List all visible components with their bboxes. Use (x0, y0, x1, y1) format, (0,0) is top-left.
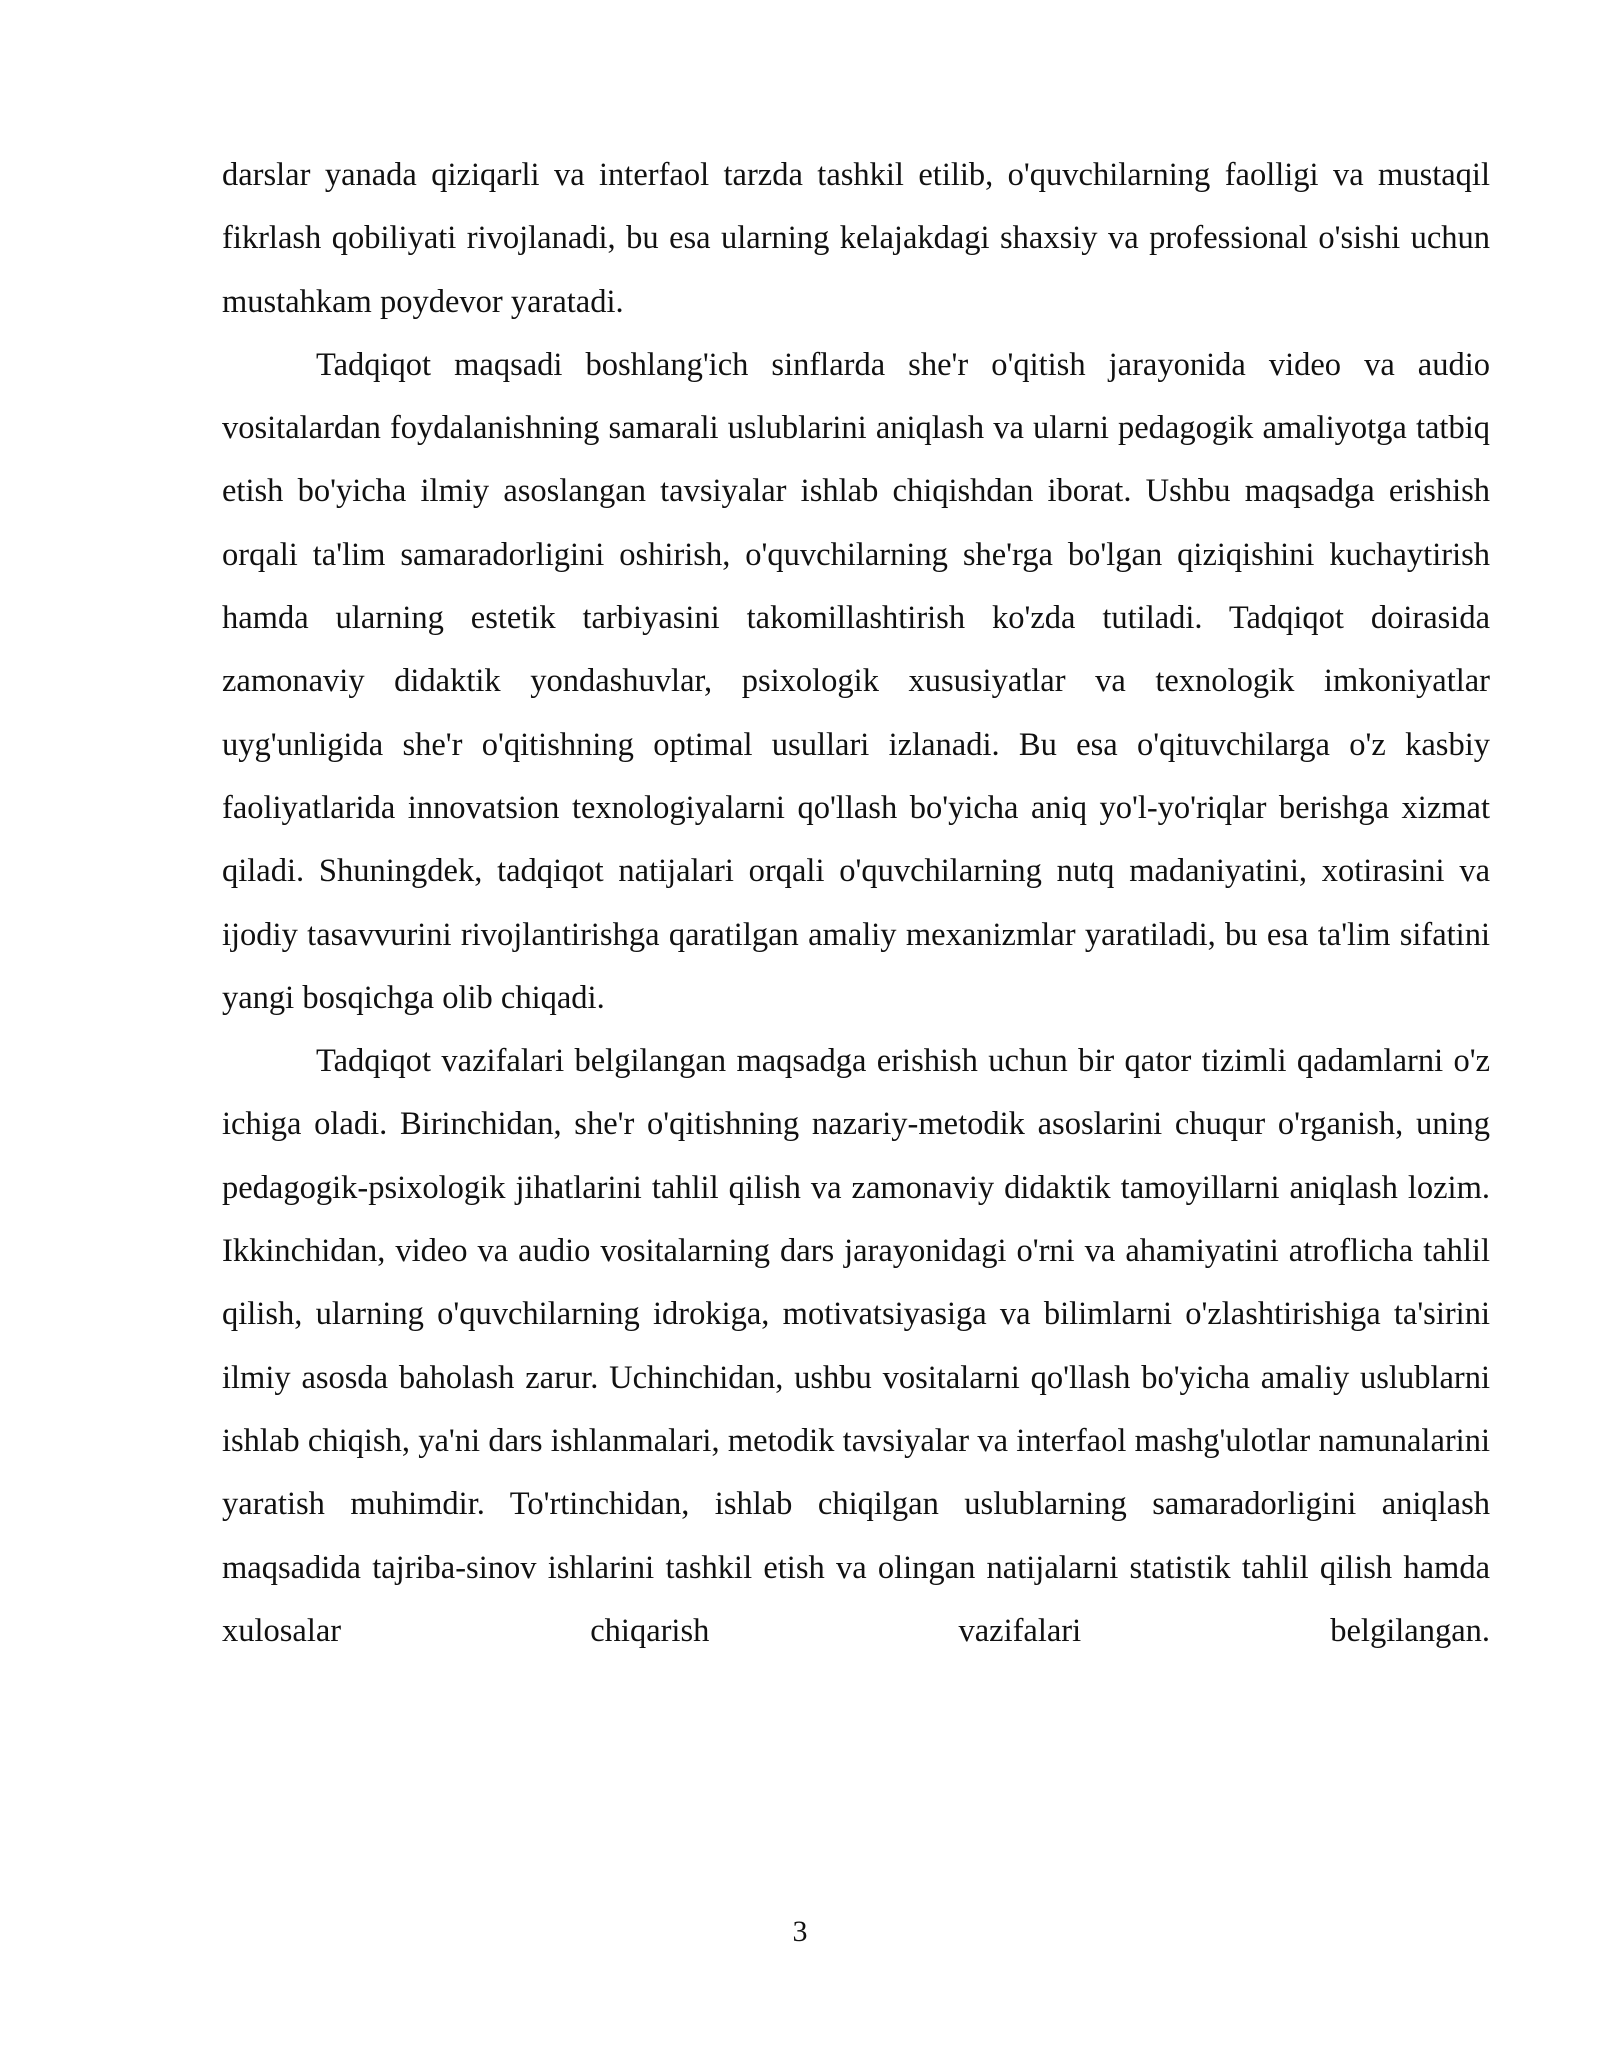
page-number: 3 (792, 1915, 808, 1948)
paragraph-research-tasks: Tadqiqot vazifalari belgilangan maqsadga erishish uchun bir qator tizimli qadamlarni o'z ichiga oladi. Birinchidan, she'r o'qitishning nazariy-metodik asoslarini chuqur o'rganish, uning pedagogik-psixologik jihatlarini tahlil qilish va zamonaviy didaktik tamoyillarni aniqlash lozim. Ikkinchidan, video va audio vositalarning dars jarayonidagi o'rni va ahamiyatini atroflicha tahlil qilish, ularning o'quvchilarning idrokiga, motivatsiyasiga va bilimlarni o'zlashtirishiga ta'sirini ilmiy asosda baholash zarur. Uchinchidan, ushbu vositalarni qo'llash bo'yicha amaliy uslublarni ishlab chiqish, ya'ni dars ishlanmalari, metodik tavsiyalar va interfaol mashg'ulotlar namunalarini yaratish muhimdir. To'rtinchidan, ishlab chiqilgan uslublarning samaradorligini aniqlash maqsadida tajriba-sinov ishlarini tashkil etish va olingan natijalarni statistik tahlil qilish hamda xulosalar chiqarish vazifalari belgilangan. (222, 1043, 1490, 1649)
paragraph-continuation: darslar yanada qiziqarli va interfaol tarzda tashkil etilib, o'quvchilarning faolligi va mustaqil fikrlash qobiliyati rivojlanadi, bu esa ularning kelajakdagi shaxsiy va professional o'sishi uchun mustahkam poydevor yaratadi. (222, 157, 1490, 320)
body-text (222, 144, 1490, 1663)
paragraph-research-goal: Tadqiqot maqsadi boshlang'ich sinflarda she'r o'qitish jarayonida video va audio vositalardan foydalanishning samarali uslublarini aniqlash va ularni pedagogik amaliyotga tatbiq etish bo'yicha ilmiy asoslangan tavsiyalar ishlab chiqishdan iborat. Ushbu maqsadga erishish orqali ta'lim samaradorligini oshirish, o'quvchilarning she'rga bo'lgan qiziqishini kuchaytirish hamda ularning estetik tarbiyasini takomillashtirish ko'zda tutiladi. Tadqiqot doirasida zamonaviy didaktik yondashuvlar, psixologik xususiyatlar va texnologik imkoniyatlar uyg'unligida she'r o'qitishning optimal usullari izlanadi. Bu esa o'qituvchilarga o'z kasbiy faoliyatlarida innovatsion texnologiyalarni qo'llash bo'yicha aniq yo'l-yo'riqlar berishga xizmat qiladi. Shuningdek, tadqiqot natijalari orqali o'quvchilarning nutq madaniyatini, xotirasini va ijodiy tasavvurini rivojlantirishga qaratilgan amaliy mexanizmlar yaratiladi, bu esa ta'lim sifatini yangi bosqichga olib chiqadi. (222, 346, 1490, 1016)
